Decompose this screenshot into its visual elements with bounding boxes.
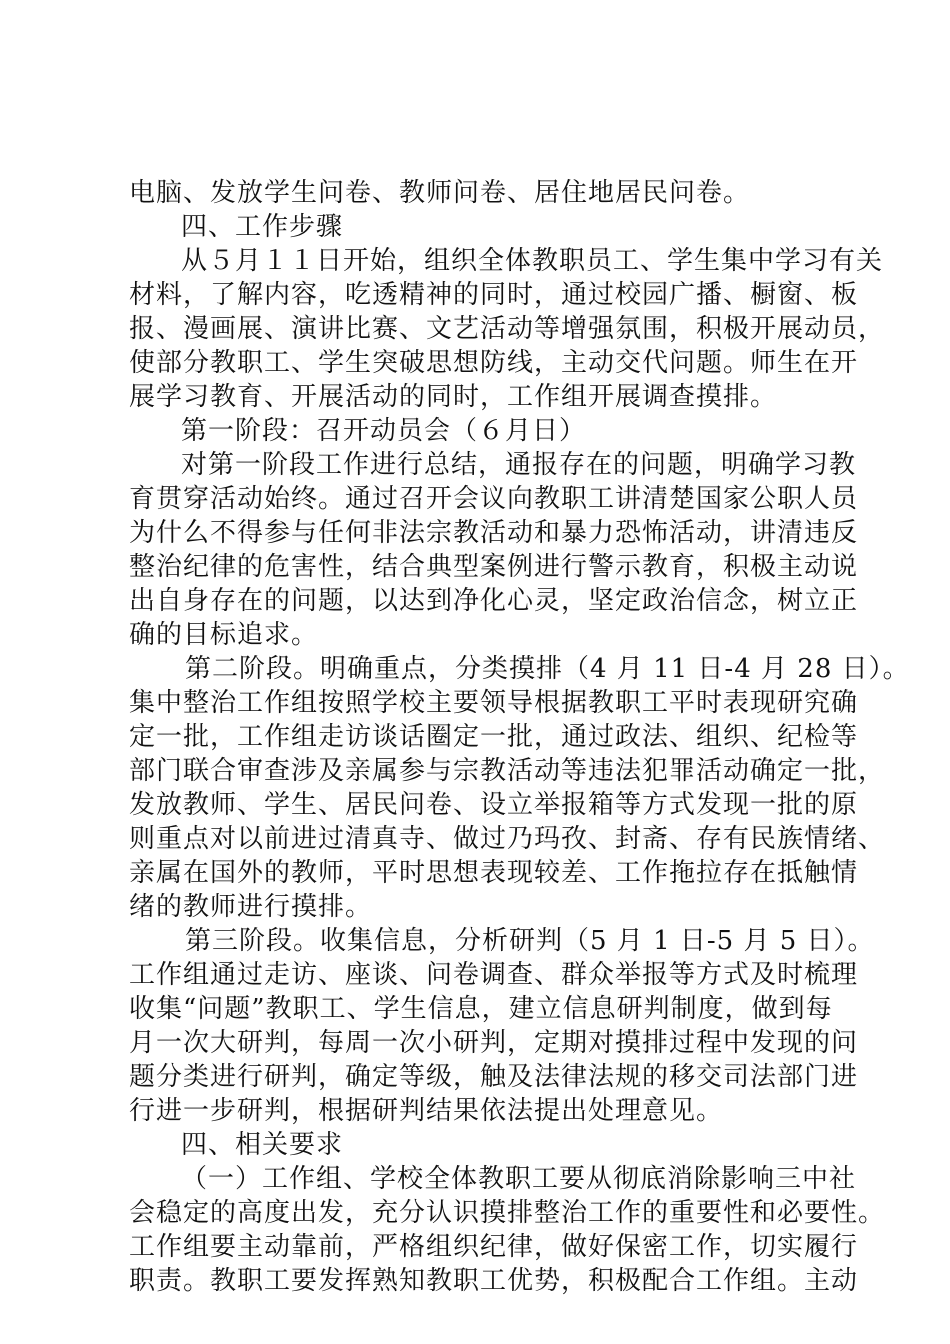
stage-heading: 第一阶段：召开动员会（６月日） bbox=[181, 416, 587, 446]
text-line: 使部分教职工、学生突破思想防线，主动交代问题。师生在开 bbox=[129, 348, 859, 378]
section-heading: 四、相关要求 bbox=[181, 1130, 344, 1160]
text-line: 工作组要主动靠前，严格组织纪律，做好保密工作，切实履行 bbox=[129, 1232, 859, 1262]
text-line: 部门联合审查涉及亲属参与宗教活动等违法犯罪活动确定一批， bbox=[129, 756, 886, 786]
text-line: 出自身存在的问题，以达到净化心灵，坚定政治信念，树立正 bbox=[129, 586, 859, 616]
text-line: 报、漫画展、演讲比赛、文艺活动等增强氛围，积极开展动员， bbox=[129, 314, 886, 344]
text-line: 绪的教师进行摸排。 bbox=[129, 892, 373, 922]
text-line: 职责。教职工要发挥熟知教职工优势，积极配合工作组。主动 bbox=[129, 1266, 859, 1296]
text-line: 确的目标追求。 bbox=[129, 620, 319, 650]
text-line: 集中整治工作组按照学校主要领导根据教职工平时表现研究确 bbox=[129, 688, 859, 718]
text-line: 月一次大研判，每周一次小研判，定期对摸排过程中发现的问 bbox=[129, 1028, 859, 1058]
text-line: 则重点对以前进过清真寺、做过乃玛孜、封斋、存有民族情绪、 bbox=[129, 824, 886, 854]
text-line: 题分类进行研判，确定等级，触及法律法规的移交司法部门进 bbox=[129, 1062, 859, 1092]
paragraph-first-line: 对第一阶段工作进行总结，通报存在的问题，明确学习教 bbox=[181, 450, 857, 480]
stage-heading: 第二阶段。明确重点，分类摸排（4 月 11 日-4 月 28 日）。 bbox=[185, 654, 910, 684]
text-line: 整治纪律的危害性，结合典型案例进行警示教育，积极主动说 bbox=[129, 552, 859, 582]
text-line: 展学习教育、开展活动的同时，工作组开展调查摸排。 bbox=[129, 382, 778, 412]
section-heading: 四、工作步骤 bbox=[181, 212, 344, 242]
text-line: 定一批，工作组走访谈话圈定一批，通过政法、组织、纪检等 bbox=[129, 722, 859, 752]
text-line: 材料，了解内容，吃透精神的同时，通过校园广播、橱窗、板 bbox=[129, 280, 859, 310]
text-line: 亲属在国外的教师，平时思想表现较差、工作拖拉存在抵触情 bbox=[129, 858, 859, 888]
text-line: 为什么不得参与任何非法宗教活动和暴力恐怖活动，讲清违反 bbox=[129, 518, 859, 548]
text-line: 育贯穿活动始终。通过召开会议向教职工讲清楚国家公职人员 bbox=[129, 484, 859, 514]
text-line: 发放教师、学生、居民问卷、设立举报箱等方式发现一批的原 bbox=[129, 790, 859, 820]
text-line: 会稳定的高度出发，充分认识摸排整治工作的重要性和必要性。 bbox=[129, 1198, 886, 1228]
text-line: 电脑、发放学生问卷、教师问卷、居住地居民问卷。 bbox=[129, 178, 751, 208]
text-line: 收集“问题”教职工、学生信息，建立信息研判制度，做到每 bbox=[129, 994, 833, 1024]
stage-heading: 第三阶段。收集信息，分析研判（5 月 1 日-5 月 5 日）。 bbox=[185, 926, 875, 956]
text-line: 工作组通过走访、座谈、问卷调查、群众举报等方式及时梳理 bbox=[129, 960, 859, 990]
text-line: 行进一步研判，根据研判结果依法提出处理意见。 bbox=[129, 1096, 724, 1126]
paragraph-first-line: （一）工作组、学校全体教职工要从彻底消除影响三中社 bbox=[181, 1164, 857, 1194]
paragraph-first-line: 从５月１１日开始，组织全体教职员工、学生集中学习有关 bbox=[181, 246, 884, 276]
